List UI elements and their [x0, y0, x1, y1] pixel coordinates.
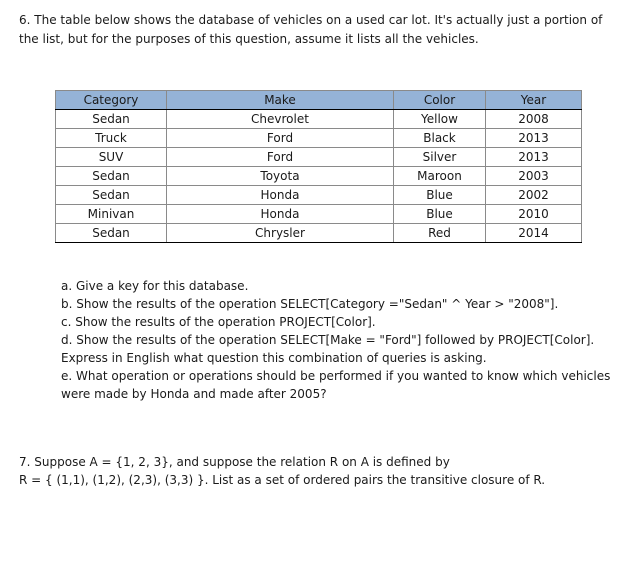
cell-category: Sedan: [56, 224, 167, 243]
cell-year: 2008: [486, 110, 582, 129]
question-6-parts: [61, 277, 621, 403]
cell-color: Silver: [394, 148, 486, 167]
part-d: d. Show the results of the operation SELECT[Make = "Ford"] followed by PROJECT[Color]. Express in English what question this combination of queries is asking.: [61, 333, 595, 365]
question-6-intro: 6. The table below shows the database of vehicles on a used car lot. It's actually just a portion of the list, but for the purposes of this question, assume it lists all the vehicles.: [19, 13, 603, 46]
cell-year: 2013: [486, 129, 582, 148]
cell-make: Toyota: [167, 167, 394, 186]
table-row: [56, 224, 582, 243]
column-header-make: Make: [167, 91, 394, 110]
table-row: [56, 186, 582, 205]
cell-category: Sedan: [56, 167, 167, 186]
cell-make: Honda: [167, 205, 394, 224]
cell-make: Honda: [167, 186, 394, 205]
cell-category: Sedan: [56, 110, 167, 129]
question-7-line-1: 7. Suppose A = {1, 2, 3}, and suppose the relation R on A is defined by: [19, 455, 450, 469]
cell-make: Chrysler: [167, 224, 394, 243]
cell-make: Chevrolet: [167, 110, 394, 129]
cell-year: 2002: [486, 186, 582, 205]
question-7-line-2: R = { (1,1), (1,2), (2,3), (3,3) }. List as a set of ordered pairs the transitive closure of R.: [19, 473, 546, 487]
cell-color: Black: [394, 129, 486, 148]
cell-category: Sedan: [56, 186, 167, 205]
part-c: c. Show the results of the operation PROJECT[Color].: [61, 315, 376, 329]
part-a: a. Give a key for this database.: [61, 279, 249, 293]
column-header-category: Category: [56, 91, 167, 110]
cell-year: 2003: [486, 167, 582, 186]
cell-category: Minivan: [56, 205, 167, 224]
table-row: [56, 167, 582, 186]
table-row: [56, 129, 582, 148]
column-header-color: Color: [394, 91, 486, 110]
table-row: [56, 110, 582, 129]
part-b: b. Show the results of the operation SELECT[Category ="Sedan" ^ Year > "2008"].: [61, 297, 559, 311]
vehicle-database-table: [55, 90, 582, 243]
question-7: [19, 453, 619, 489]
table-header-row: [56, 91, 582, 110]
column-header-year: Year: [486, 91, 582, 110]
cell-year: 2013: [486, 148, 582, 167]
cell-category: SUV: [56, 148, 167, 167]
part-e: e. What operation or operations should be performed if you wanted to know which vehicles were made by Honda and made after 2005?: [61, 369, 611, 401]
cell-color: Red: [394, 224, 486, 243]
cell-color: Maroon: [394, 167, 486, 186]
table-row: [56, 205, 582, 224]
cell-year: 2010: [486, 205, 582, 224]
cell-color: Blue: [394, 186, 486, 205]
cell-color: Yellow: [394, 110, 486, 129]
cell-color: Blue: [394, 205, 486, 224]
cell-category: Truck: [56, 129, 167, 148]
cell-make: Ford: [167, 148, 394, 167]
table-row: [56, 148, 582, 167]
cell-year: 2014: [486, 224, 582, 243]
cell-make: Ford: [167, 129, 394, 148]
